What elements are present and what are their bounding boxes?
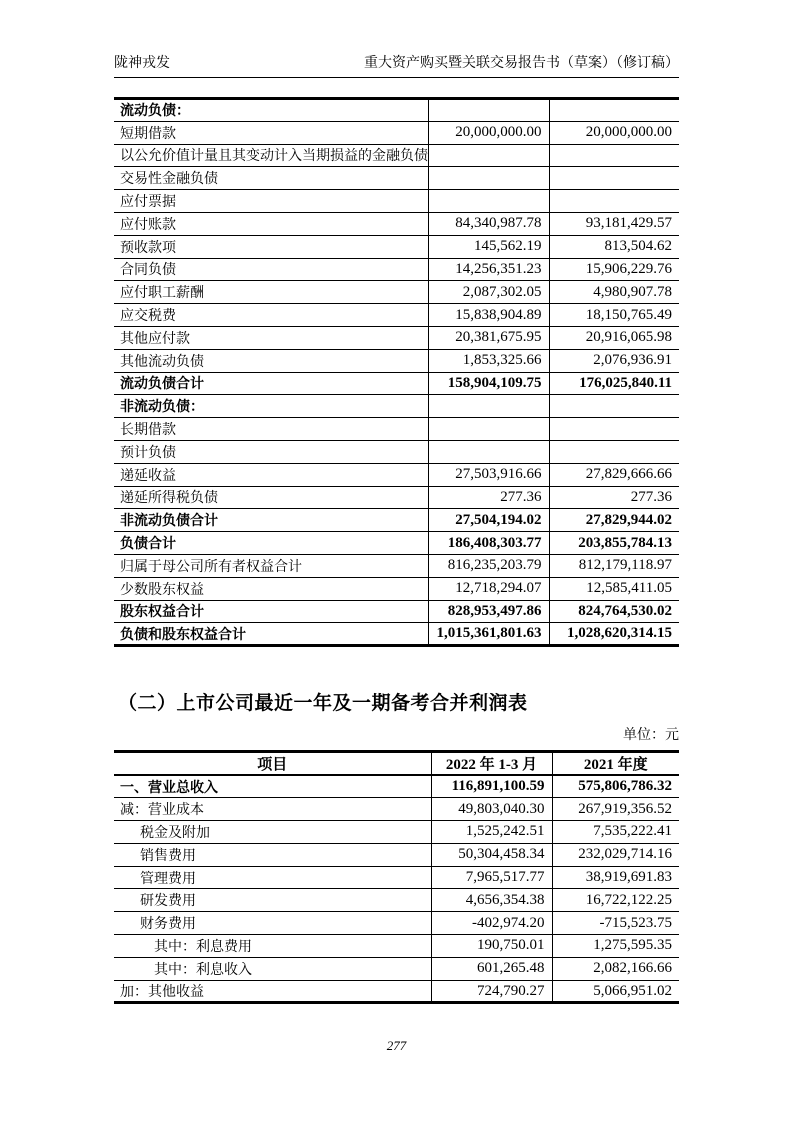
value-2021: 575,806,786.32	[552, 775, 679, 798]
value-2022	[428, 190, 549, 213]
value-2021	[549, 440, 679, 463]
row-label: 少数股东权益	[114, 577, 428, 600]
value-2021	[549, 418, 679, 441]
table-row-total	[114, 509, 679, 532]
row-label: 预计负债	[114, 440, 428, 463]
value-2021	[549, 395, 679, 418]
value-2021: 20,000,000.00	[549, 121, 679, 144]
value-2021: 232,029,714.16	[552, 843, 679, 866]
value-2022: 816,235,203.79	[428, 554, 549, 577]
value-2021: 812,179,118.97	[549, 554, 679, 577]
row-label: 非流动负债合计	[114, 509, 428, 532]
value-2022: 20,000,000.00	[428, 121, 549, 144]
table-row-total	[114, 372, 679, 395]
table-row	[114, 935, 679, 958]
value-2022	[428, 418, 549, 441]
table-row	[114, 866, 679, 889]
row-label: 其他流动负债	[114, 349, 428, 372]
header-company-name: 陇神戎发	[114, 56, 170, 71]
value-2021: 27,829,944.02	[549, 509, 679, 532]
row-label: 税金及附加	[114, 821, 431, 844]
row-label: 负债和股东权益合计	[114, 623, 428, 646]
value-2022: 49,803,040.30	[431, 798, 552, 821]
row-label: 合同负债	[114, 258, 428, 281]
value-2021: 4,980,907.78	[549, 281, 679, 304]
value-2022: 2,087,302.05	[428, 281, 549, 304]
value-2022: 190,750.01	[431, 935, 552, 958]
table-row	[114, 281, 679, 304]
table-row	[114, 463, 679, 486]
row-label: 短期借款	[114, 121, 428, 144]
value-2021: 38,919,691.83	[552, 866, 679, 889]
value-2021: 267,919,356.52	[552, 798, 679, 821]
row-label: 递延所得税负债	[114, 486, 428, 509]
value-2021	[549, 144, 679, 167]
page-number: 277	[386, 1038, 407, 1053]
value-2022: 50,304,458.34	[431, 843, 552, 866]
value-2021: 203,855,784.13	[549, 532, 679, 555]
value-2021: 176,025,840.11	[549, 372, 679, 395]
row-label: 交易性金融负债	[114, 167, 428, 190]
row-label: 应交税费	[114, 304, 428, 327]
row-label: 其中：利息收入	[114, 957, 431, 980]
row-label: 减：营业成本	[114, 798, 431, 821]
value-2022	[428, 144, 549, 167]
value-2021: 93,181,429.57	[549, 212, 679, 235]
value-2021: -715,523.75	[552, 912, 679, 935]
table-row	[114, 577, 679, 600]
value-2021	[549, 99, 679, 122]
table-row	[114, 395, 679, 418]
unit-label: 单位：元	[623, 728, 679, 743]
row-label: 销售费用	[114, 843, 431, 866]
table-row	[114, 889, 679, 912]
table-row	[114, 798, 679, 821]
row-label: 流动负债合计	[114, 372, 428, 395]
row-label: 预收款项	[114, 235, 428, 258]
value-2022: 1,015,361,801.63	[428, 623, 549, 646]
value-2021: 824,764,530.02	[549, 600, 679, 623]
value-2022: 7,965,517.77	[431, 866, 552, 889]
value-2022: 1,853,325.66	[428, 349, 549, 372]
value-2022: 158,904,109.75	[428, 372, 549, 395]
table-row	[114, 144, 679, 167]
table-row-total	[114, 532, 679, 555]
table-row	[114, 190, 679, 213]
value-2022: 27,504,194.02	[428, 509, 549, 532]
header-item: 项目	[114, 752, 431, 776]
table-row	[114, 121, 679, 144]
value-2022: 12,718,294.07	[428, 577, 549, 600]
table-row	[114, 99, 679, 122]
table-row	[114, 212, 679, 235]
page-header	[114, 52, 679, 78]
table-row	[114, 326, 679, 349]
value-2022: 601,265.48	[431, 957, 552, 980]
header-document-title: 重大资产购买暨关联交易报告书（草案）（修订稿）	[364, 56, 679, 71]
value-2022	[428, 440, 549, 463]
value-2021: 16,722,122.25	[552, 889, 679, 912]
table-row	[114, 912, 679, 935]
value-2022: 277.36	[428, 486, 549, 509]
row-label: 负债合计	[114, 532, 428, 555]
value-2022	[428, 99, 549, 122]
value-2021: 5,066,951.02	[552, 980, 679, 1003]
value-2022: 145,562.19	[428, 235, 549, 258]
table-row	[114, 235, 679, 258]
income-statement-table	[114, 750, 679, 1004]
table-row	[114, 957, 679, 980]
row-label: 以公允价值计量且其变动计入当期损益的金融负债	[114, 144, 428, 167]
value-2022: 724,790.27	[431, 980, 552, 1003]
value-2021: 20,916,065.98	[549, 326, 679, 349]
table-row	[114, 554, 679, 577]
row-label: 归属于母公司所有者权益合计	[114, 554, 428, 577]
value-2021: 2,076,936.91	[549, 349, 679, 372]
value-2022: 828,953,497.86	[428, 600, 549, 623]
table-row	[114, 258, 679, 281]
table-row-total	[114, 775, 679, 798]
value-2022: 84,340,987.78	[428, 212, 549, 235]
row-label: 应付票据	[114, 190, 428, 213]
table-row	[114, 304, 679, 327]
row-label: 加：其他收益	[114, 980, 431, 1003]
value-2022: 116,891,100.59	[431, 775, 552, 798]
row-label: 研发费用	[114, 889, 431, 912]
table-header-row	[114, 752, 679, 776]
value-2021: 7,535,222.41	[552, 821, 679, 844]
table-row	[114, 980, 679, 1003]
row-label: 股东权益合计	[114, 600, 428, 623]
row-label: 其中：利息费用	[114, 935, 431, 958]
table-row-total	[114, 600, 679, 623]
value-2021: 27,829,666.66	[549, 463, 679, 486]
row-label: 一、营业总收入	[114, 775, 431, 798]
row-label: 管理费用	[114, 866, 431, 889]
value-2021: 1,275,595.35	[552, 935, 679, 958]
row-label: 其他应付款	[114, 326, 428, 349]
row-label: 财务费用	[114, 912, 431, 935]
value-2022: 4,656,354.38	[431, 889, 552, 912]
row-label: 递延收益	[114, 463, 428, 486]
value-2022	[428, 395, 549, 418]
value-2022	[428, 167, 549, 190]
row-label: 应付职工薪酬	[114, 281, 428, 304]
value-2021: 1,028,620,314.15	[549, 623, 679, 646]
value-2022: 1,525,242.51	[431, 821, 552, 844]
table-row	[114, 418, 679, 441]
table-row	[114, 349, 679, 372]
value-2022: 186,408,303.77	[428, 532, 549, 555]
header-period-2021: 2021 年度	[552, 752, 679, 776]
table-row	[114, 843, 679, 866]
row-label: 非流动负债：	[114, 395, 428, 418]
table-row	[114, 440, 679, 463]
header-period-2022: 2022 年 1-3 月	[431, 752, 552, 776]
value-2022: 14,256,351.23	[428, 258, 549, 281]
table-row	[114, 821, 679, 844]
value-2022: 27,503,916.66	[428, 463, 549, 486]
value-2022: 20,381,675.95	[428, 326, 549, 349]
value-2021: 15,906,229.76	[549, 258, 679, 281]
table-row	[114, 167, 679, 190]
row-label: 流动负债：	[114, 99, 428, 122]
balance-sheet-table	[114, 97, 679, 647]
row-label: 应付账款	[114, 212, 428, 235]
value-2021: 12,585,411.05	[549, 577, 679, 600]
value-2021	[549, 190, 679, 213]
value-2021	[549, 167, 679, 190]
value-2022: -402,974.20	[431, 912, 552, 935]
section-title: （二）上市公司最近一年及一期备考合并利润表	[118, 693, 528, 714]
value-2021: 277.36	[549, 486, 679, 509]
table-row-total	[114, 623, 679, 646]
value-2021: 2,082,166.66	[552, 957, 679, 980]
table-row	[114, 486, 679, 509]
value-2021: 18,150,765.49	[549, 304, 679, 327]
value-2022: 15,838,904.89	[428, 304, 549, 327]
row-label: 长期借款	[114, 418, 428, 441]
value-2021: 813,504.62	[549, 235, 679, 258]
